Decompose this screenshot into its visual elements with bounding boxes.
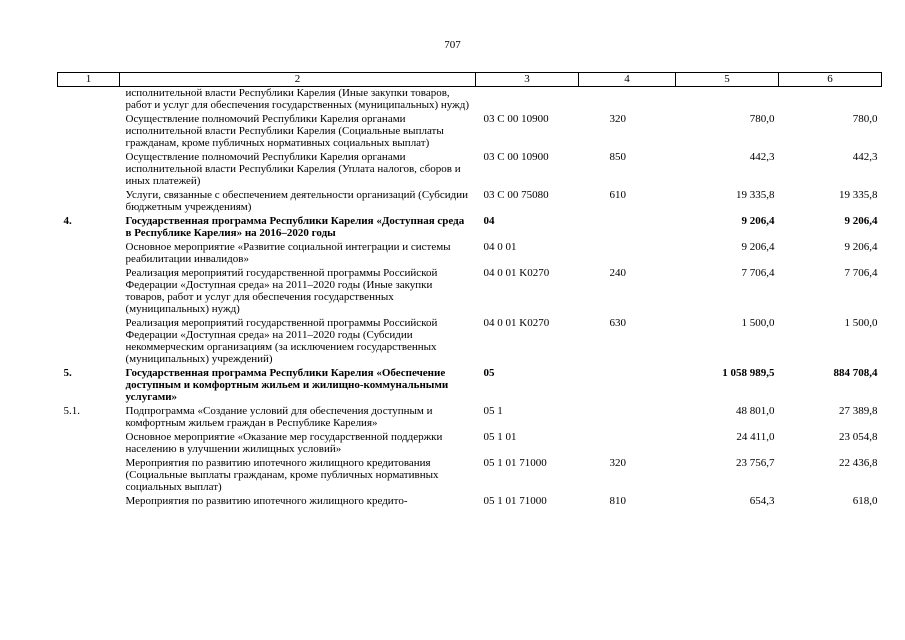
amount-2020-cell: 1 500,0 [844,317,878,329]
table-row [58,189,882,215]
amount-2019-cell: 1 500,0 [741,317,775,329]
target-article-code-cell: 04 0 01 K0270 [483,267,550,279]
amount-2019-cell: 654,3 [749,495,775,507]
item-name-cell: Осуществление полномочий Республики Карелия органами исполнительной власти Республики Карелия (Уплата налогов, сборов и иных платежей) [125,151,461,187]
target-article-code-cell: 05 1 01 [483,431,517,443]
row-number-cell [58,113,120,151]
item-name-cell: Подпрограмма «Создание условий для обеспечения доступным и комфортным жильем граждан в Республике Карелия» [125,405,433,429]
table-row [58,151,882,189]
expense-type-cell: 850 [609,151,626,163]
item-name-cell: Реализация мероприятий государственной программы Российской Федерации «Доступная среда» на 2011–2020 годы (Субсидии некоммерческим организациям (за исключением государственных (муниципальных) учреждений) [125,317,438,365]
target-article-code-cell: 05 [483,367,495,379]
amount-2020-cell [779,87,882,114]
amount-2019-cell: 48 801,0 [736,405,775,417]
amount-2020-cell: 618,0 [852,495,878,507]
expense-type-cell: 630 [609,317,626,329]
target-article-code-cell: 04 [483,215,495,227]
item-name-cell: исполнительной власти Республики Карелия (Иные закупки товаров, работ и услуг для обеспечения государственных (муниципальных) нужд) [125,87,470,111]
table-row [58,431,882,457]
row-number-cell [58,151,120,189]
target-article-code-cell: 04 0 01 [483,241,517,253]
expense-type-cell: 610 [609,189,626,201]
item-name-cell: Реализация мероприятий государственной программы Российской Федерации «Доступная среда» на 2011–2020 годы (Иные закупки товаров, работ и услуг для обеспечения государственных (муниципальных) нужд) [125,267,438,315]
amount-2020-cell: 22 436,8 [839,457,878,469]
row-number-cell: 4. [63,215,72,227]
table-row [58,405,882,431]
expense-type-cell [579,405,676,431]
amount-2020-cell: 23 054,8 [839,431,878,443]
budget-table [57,72,882,509]
item-name-cell: Государственная программа Республики Карелия «Доступная среда в Республике Карелия» на 2016–2020 годы [125,215,465,239]
table-row [58,113,882,151]
table-header-row [58,73,882,87]
row-number-cell [58,431,120,457]
amount-2019-cell: 24 411,0 [736,431,775,443]
expense-type-cell: 320 [609,457,626,469]
row-number-cell [58,87,120,114]
row-number-cell [58,495,120,509]
column-header-5: 5 [676,73,779,87]
column-header-4: 4 [579,73,676,87]
table-body [58,87,882,510]
row-number-cell: 5. [63,367,72,379]
row-number-cell [58,241,120,267]
expense-type-cell: 320 [609,113,626,125]
expense-type-cell: 810 [609,495,626,507]
amount-2020-cell: 884 708,4 [833,367,878,379]
table-row [58,457,882,495]
table-row [58,241,882,267]
table-row [58,317,882,367]
item-name-cell: Осуществление полномочий Республики Карелия органами исполнительной власти Республики Карелия (Социальные выплаты гражданам, кроме публичных нормативных социальных выплат) [125,113,444,149]
expense-type-cell [579,431,676,457]
table-row [58,367,882,405]
amount-2019-cell: 23 756,7 [736,457,775,469]
amount-2020-cell: 442,3 [852,151,878,163]
row-number-cell [58,317,120,367]
table-row [58,267,882,317]
table-row [58,215,882,241]
amount-2019-cell: 9 206,4 [741,215,775,227]
amount-2019-cell [676,87,779,114]
item-name-cell: Мероприятия по развитию ипотечного жилищного кредито- [125,495,408,507]
page-number: 707 [444,39,461,51]
row-number-cell [58,267,120,317]
expense-type-cell [579,87,676,114]
expense-type-cell [579,215,676,241]
amount-2020-cell: 19 335,8 [839,189,878,201]
target-article-code-cell: 04 0 01 K0270 [483,317,550,329]
expense-type-cell [579,241,676,267]
row-number-cell [58,189,120,215]
table-row [58,87,882,114]
amount-2020-cell: 9 206,4 [844,215,878,227]
target-article-code-cell: 03 С 00 75080 [483,189,549,201]
column-header-6: 6 [779,73,882,87]
amount-2019-cell: 7 706,4 [741,267,775,279]
table-row [58,495,882,509]
amount-2019-cell: 442,3 [749,151,775,163]
amount-2019-cell: 1 058 989,5 [722,367,775,379]
expense-type-cell: 240 [609,267,626,279]
column-header-2: 2 [120,73,476,87]
amount-2020-cell: 9 206,4 [844,241,878,253]
target-article-code-cell: 05 1 [483,405,503,417]
expense-type-cell [579,367,676,405]
target-article-code-cell: 03 С 00 10900 [483,151,549,163]
amount-2019-cell: 19 335,8 [736,189,775,201]
row-number-cell: 5.1. [63,405,80,417]
item-name-cell: Государственная программа Республики Карелия «Обеспечение доступным и комфортным жильем и жилищно-коммунальными услугами» [125,367,449,403]
target-article-code-cell: 03 С 00 10900 [483,113,549,125]
row-number-cell [58,457,120,495]
item-name-cell: Мероприятия по развитию ипотечного жилищного кредитования (Социальные выплаты гражданам, кроме публичных нормативных социальных выплат) [125,457,439,493]
target-article-code-cell: 05 1 01 71000 [483,457,547,469]
target-article-code-cell: 05 1 01 71000 [483,495,547,507]
amount-2019-cell: 9 206,4 [741,241,775,253]
item-name-cell: Основное мероприятие «Оказание мер государственной поддержки населению в улучшении жилищных условий» [125,431,443,455]
amount-2020-cell: 780,0 [852,113,878,125]
item-name-cell: Услуги, связанные с обеспечением деятельности организаций (Субсидии бюджетным учреждениям) [125,189,468,213]
column-header-3: 3 [476,73,579,87]
column-header-1: 1 [58,73,120,87]
item-name-cell: Основное мероприятие «Развитие социальной интеграции и системы реабилитации инвалидов» [125,241,451,265]
amount-2019-cell: 780,0 [749,113,775,125]
amount-2020-cell: 27 389,8 [839,405,878,417]
amount-2020-cell: 7 706,4 [844,267,878,279]
target-article-code-cell [476,87,579,114]
